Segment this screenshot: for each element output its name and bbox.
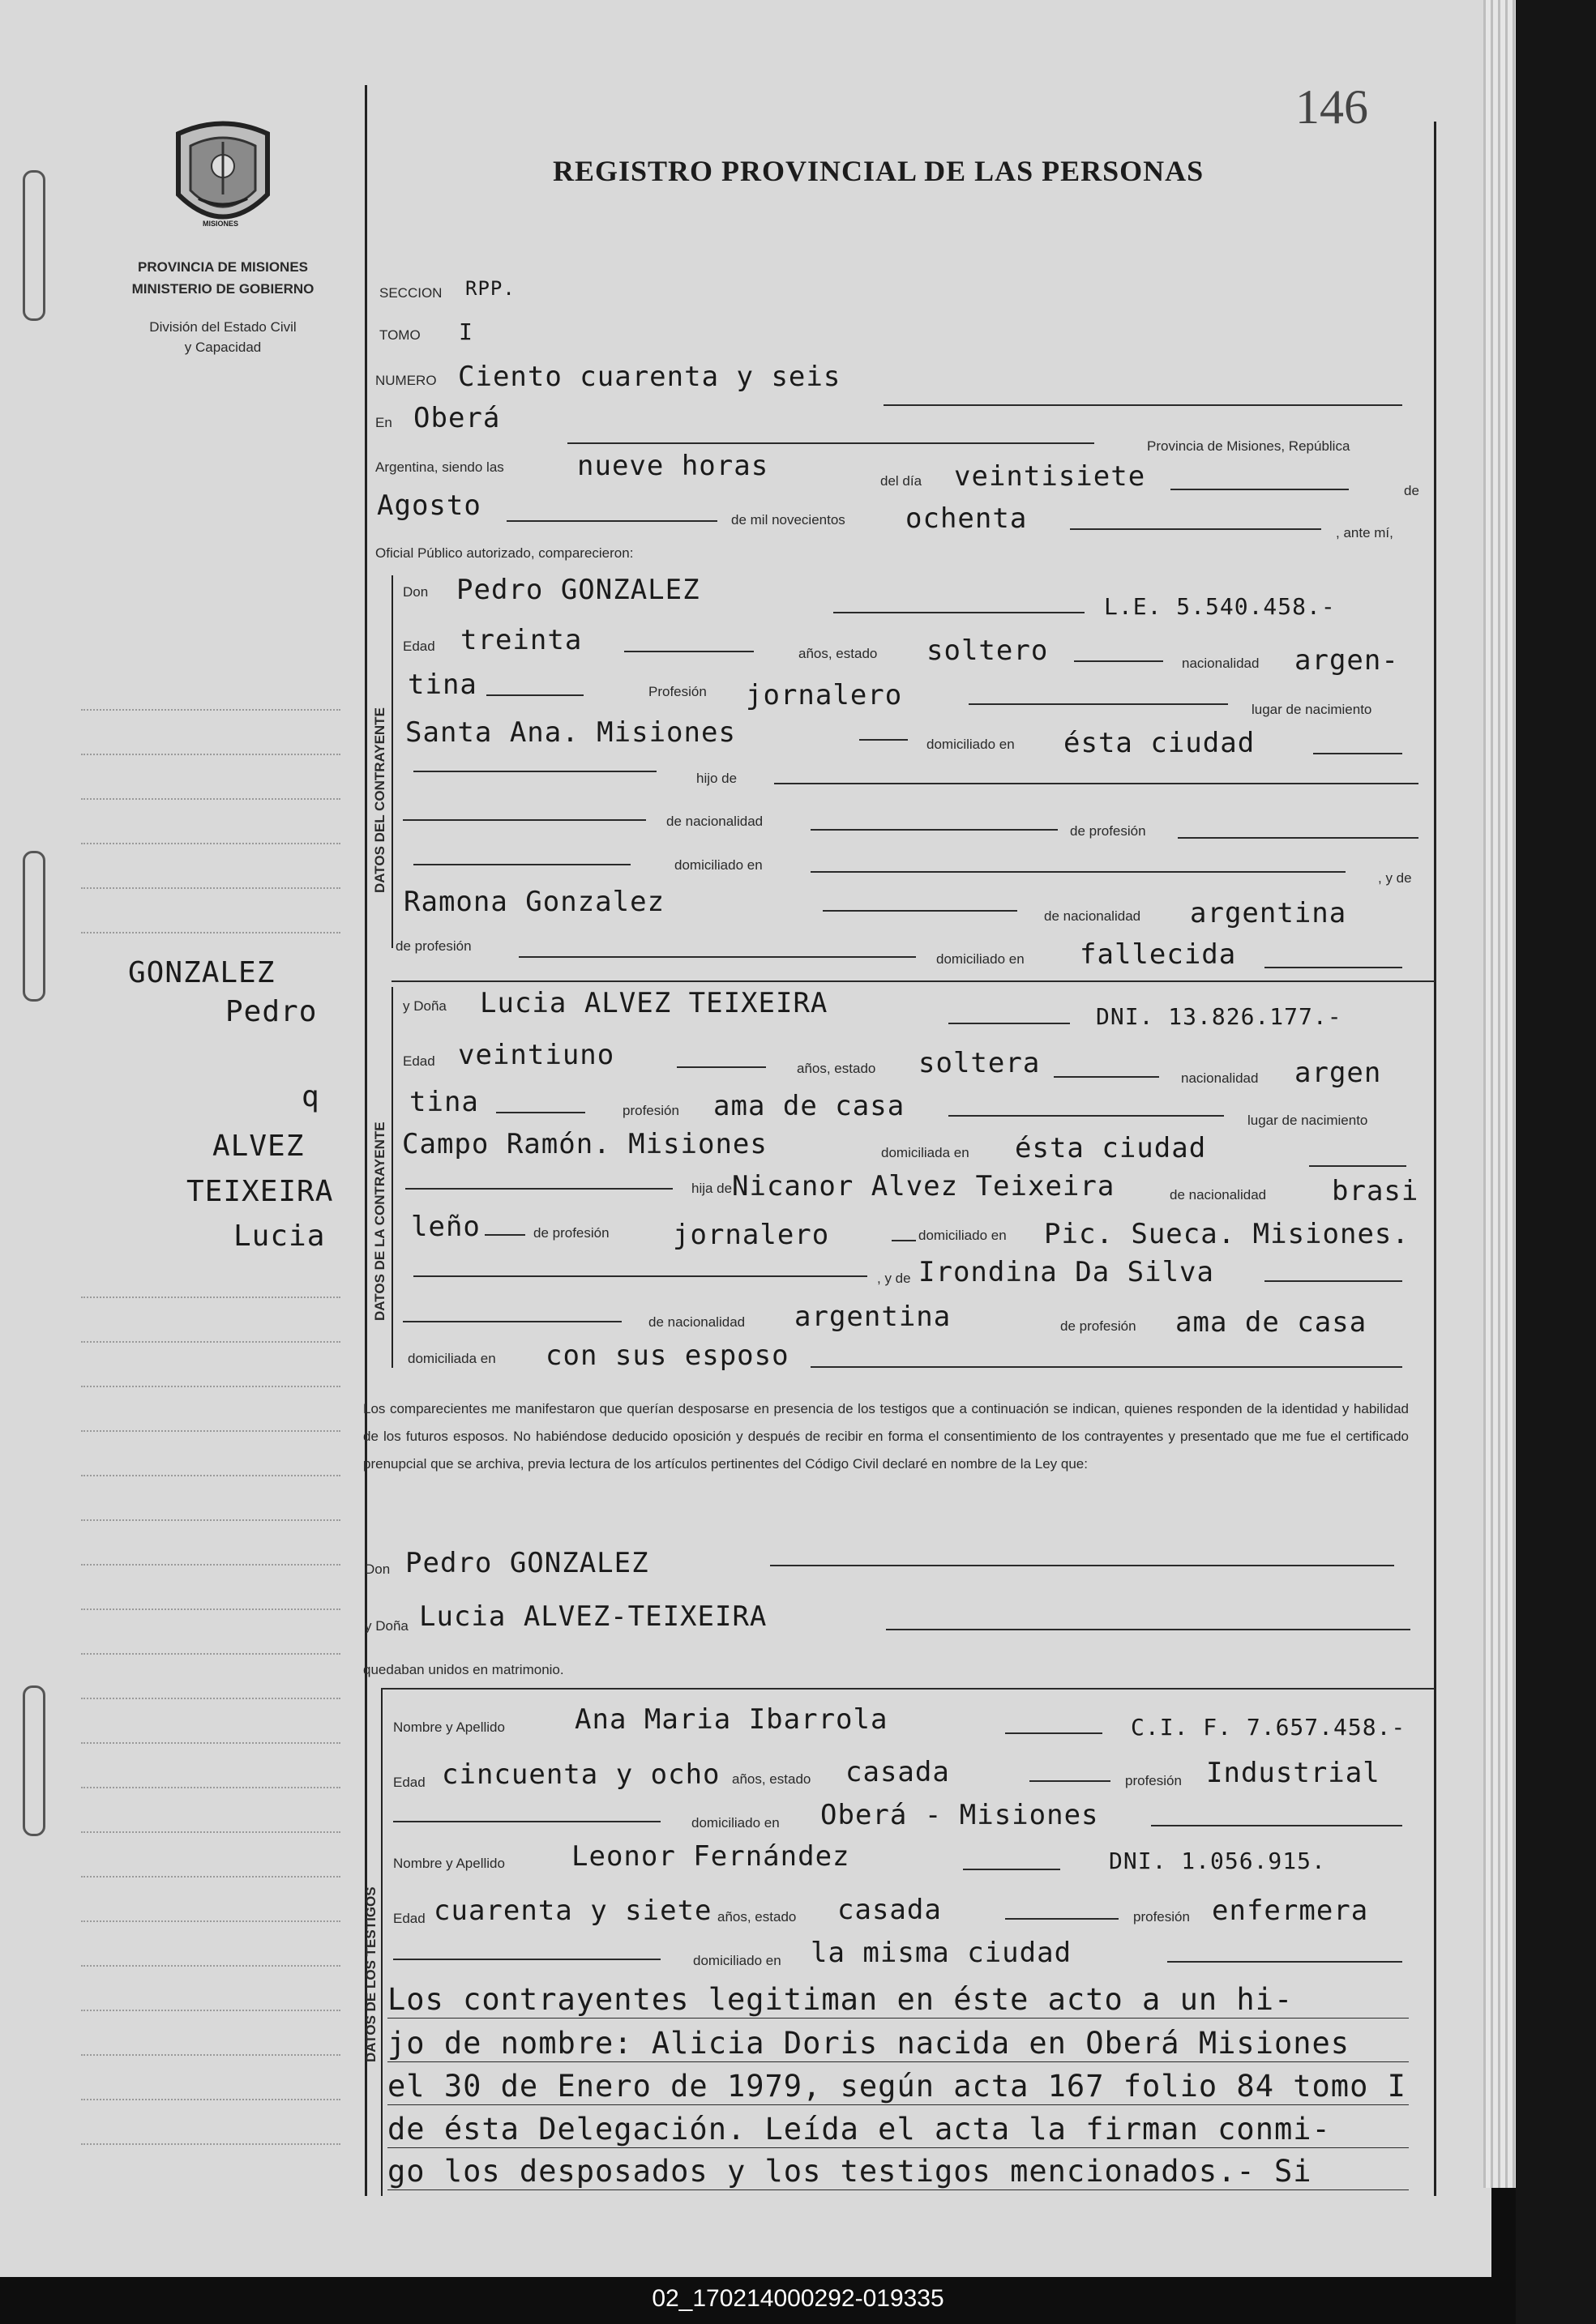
witness1-profession: Industrial	[1206, 1757, 1380, 1789]
bride-address: ésta ciudad	[1015, 1132, 1207, 1164]
image-identifier: 02_170214000292-019335	[652, 2285, 944, 2312]
margin-surname-bride-1: ALVEZ	[212, 1130, 305, 1163]
margin-surname-groom: GONZALEZ	[128, 956, 276, 989]
value-tomo: I	[459, 318, 473, 345]
label-domiciliado-5: domiciliado en	[691, 1815, 780, 1831]
label-oficial: Oficial Público autorizado, comparecieron:	[375, 545, 634, 561]
groom-status: soltero	[926, 634, 1049, 667]
groom-mother: Ramona Gonzalez	[404, 886, 665, 918]
note-line-2: jo de nombre: Alicia Doris nacida en Oberá Misiones	[387, 2026, 1350, 2061]
side-label-contrayenta: DATOS DE LA CONTRAYENTE	[372, 1121, 387, 1321]
groom-document: L.E. 5.540.458.-	[1104, 593, 1336, 620]
bride-profession: ama de casa	[713, 1090, 905, 1122]
label-de-profesion-3: de profesión	[533, 1225, 610, 1241]
note-line-5: go los desposados y los testigos mencionados.- Si	[387, 2154, 1312, 2189]
label-del-dia: del día	[880, 473, 922, 489]
label-profesion-4: profesión	[1133, 1909, 1190, 1925]
witness2-age: cuarenta y siete	[434, 1895, 712, 1927]
witness1-document: C.I. F. 7.657.458.-	[1131, 1714, 1406, 1741]
label-edad-3: Edad	[393, 1775, 426, 1790]
witness2-address: la misma ciudad	[811, 1937, 1072, 1969]
label-profesion-3: profesión	[1125, 1773, 1182, 1788]
label-de-mil: de mil novecientos	[731, 512, 845, 528]
witness2-status: casada	[837, 1894, 942, 1926]
witness2-profession: enfermera	[1212, 1895, 1369, 1927]
value-ano: ochenta	[905, 502, 1028, 535]
section-divider-line	[392, 987, 393, 1368]
label-domiciliado-3: domiciliado en	[936, 951, 1025, 967]
label-tomo: TOMO	[379, 327, 421, 343]
section-rule	[381, 1688, 1435, 1690]
label-de-profesion-2: de profesión	[396, 938, 472, 954]
margin-name-groom: Pedro	[225, 995, 318, 1028]
groom-mother-nationality: argentina	[1190, 897, 1347, 929]
label-de-nacionalidad-3: de nacionalidad	[1170, 1187, 1267, 1203]
label-domiciliado-6: domiciliado en	[693, 1953, 781, 1968]
label-hija-de: hija de	[691, 1181, 733, 1196]
label-de-nacionalidad-2: de nacionalidad	[1044, 908, 1141, 924]
label-de-nacionalidad-4: de nacionalidad	[648, 1314, 746, 1330]
witness2-name: Leonor Fernández	[571, 1840, 850, 1873]
binding-ring	[23, 851, 45, 1002]
label-lugar-nacimiento: lugar de nacimiento	[1252, 702, 1372, 717]
witness1-name: Ana Maria Ibarrola	[575, 1703, 888, 1736]
value-seccion: RPP.	[465, 277, 516, 300]
bride-age: veintiuno	[458, 1039, 615, 1071]
groom-profession: jornalero	[746, 679, 903, 711]
bride-birthplace: Campo Ramón. Misiones	[402, 1128, 768, 1160]
label-anos-estado: años, estado	[798, 646, 878, 661]
groom-age: treinta	[460, 624, 583, 656]
label-profesion: Profesión	[648, 684, 707, 699]
value-horas: nueve horas	[577, 450, 769, 482]
label-de: de	[1404, 483, 1419, 498]
witness1-age: cincuenta y ocho	[442, 1758, 721, 1791]
label-anos-estado-3: años, estado	[732, 1771, 811, 1787]
bride-nationality-1: argen	[1294, 1057, 1382, 1089]
label-de-nacionalidad: de nacionalidad	[666, 814, 764, 829]
province-name: PROVINCIA DE MISIONES	[137, 259, 308, 275]
declared-bride: Lucia ALVEZ-TEIXEIRA	[419, 1600, 768, 1633]
binding-shadow	[1516, 0, 1596, 2324]
bride-mother-address: con sus esposo	[546, 1339, 789, 1372]
margin-conjunction: q	[302, 1080, 320, 1113]
bride-status: soltera	[918, 1047, 1041, 1079]
bride-father-nationality-1: brasi	[1332, 1175, 1419, 1207]
label-edad: Edad	[403, 639, 435, 654]
value-mes: Agosto	[377, 489, 481, 522]
label-nacionalidad: nacionalidad	[1182, 656, 1260, 671]
label-lugar-nacimiento-2: lugar de nacimiento	[1247, 1113, 1368, 1128]
value-en: Oberá	[413, 402, 501, 434]
bride-mother-nationality: argentina	[794, 1301, 952, 1333]
binding-ring	[23, 170, 45, 321]
label-y-de: , y de	[1378, 870, 1412, 886]
label-anos-estado-4: años, estado	[717, 1909, 797, 1925]
bride-document: DNI. 13.826.177.-	[1096, 1003, 1342, 1030]
value-numero: Ciento cuarenta y seis	[458, 361, 841, 393]
label-domiciliada-2: domiciliada en	[408, 1351, 496, 1366]
label-de-profesion-4: de profesión	[1060, 1318, 1136, 1334]
bride-father-profession: jornalero	[673, 1219, 830, 1251]
emblem-caption: MISIONES	[203, 220, 239, 228]
groom-birthplace: Santa Ana. Misiones	[405, 716, 736, 749]
label-argentina: Argentina, siendo las	[375, 459, 504, 475]
note-line-3: el 30 de Enero de 1979, según acta 167 folio 84 tomo I	[387, 2069, 1406, 2104]
value-dia: veintisiete	[954, 460, 1146, 493]
groom-name: Pedro GONZALEZ	[456, 574, 700, 606]
division-line-1: División del Estado Civil	[149, 319, 297, 335]
label-ante-mi: , ante mí,	[1336, 525, 1393, 540]
declared-groom: Pedro GONZALEZ	[405, 1547, 649, 1579]
witness1-address: Oberá - Misiones	[820, 1799, 1099, 1831]
label-domiciliada: domiciliada en	[881, 1145, 969, 1160]
label-nombre-apellido-2: Nombre y Apellido	[393, 1856, 505, 1871]
groom-address: ésta ciudad	[1063, 727, 1256, 759]
label-domiciliado: domiciliado en	[926, 737, 1015, 752]
groom-nationality-2: tina	[408, 669, 477, 701]
label-y-de-2: , y de	[877, 1271, 911, 1286]
note-line-1: Los contrayentes legitiman en éste acto a un hi-	[387, 1982, 1294, 2017]
label-dona-2: y Doña	[365, 1618, 409, 1634]
label-edad-2: Edad	[403, 1053, 435, 1069]
label-don: Don	[403, 584, 429, 600]
witness1-status: casada	[845, 1756, 950, 1788]
label-anos-estado-2: años, estado	[797, 1061, 876, 1076]
side-label-testigos: DATOS DE LOS TESTIGOS	[363, 1886, 379, 2062]
label-domiciliado-4: domiciliado en	[918, 1228, 1007, 1243]
margin-name-bride: Lucia	[233, 1220, 326, 1253]
witness2-document: DNI. 1.056.915.	[1109, 1848, 1326, 1874]
label-en: En	[375, 415, 392, 430]
document-title: REGISTRO PROVINCIAL DE LAS PERSONAS	[553, 155, 1204, 187]
bride-father-address: Pic. Sueca. Misiones.	[1044, 1218, 1410, 1250]
section-rule	[392, 980, 1436, 982]
label-profesion-2: profesión	[623, 1103, 679, 1118]
label-seccion: SECCION	[379, 285, 443, 301]
groom-nationality-1: argen-	[1294, 644, 1399, 677]
side-label-contrayente: DATOS DEL CONTRAYENTE	[372, 707, 387, 893]
label-hijo-de: hijo de	[696, 771, 738, 786]
margin-surname-bride-2: TEIXEIRA	[186, 1175, 334, 1208]
label-provincia: Provincia de Misiones, República	[1147, 438, 1350, 454]
page-number: 146	[1295, 80, 1368, 134]
binding-ring	[23, 1685, 45, 1836]
label-numero: NUMERO	[375, 373, 437, 388]
label-don-2: Don	[365, 1561, 391, 1577]
bride-mother: Irondina Da Silva	[918, 1256, 1214, 1288]
bride-nationality-2: tina	[409, 1086, 479, 1118]
frame-left-line	[365, 85, 367, 2196]
label-de-profesion: de profesión	[1070, 823, 1146, 839]
label-nacionalidad-2: nacionalidad	[1181, 1070, 1259, 1086]
division-line-2: y Capacidad	[184, 340, 262, 355]
groom-mother-address: fallecida	[1080, 938, 1237, 971]
label-quedaban: quedaban unidos en matrimonio.	[363, 1662, 564, 1677]
label-edad-4: Edad	[393, 1911, 426, 1926]
section-divider-line	[392, 575, 393, 948]
bride-mother-profession: ama de casa	[1175, 1306, 1367, 1339]
label-domiciliado-2: domiciliado en	[674, 857, 763, 873]
bride-father: Nicanor Alvez Teixeira	[732, 1170, 1115, 1203]
note-line-4: de ésta Delegación. Leída el acta la firman conmi-	[387, 2112, 1331, 2147]
declaration-paragraph: Los comparecientes me manifestaron que querían desposarse en presencia de los testigos que a continuación se indican, quienes responden de la identidad y habilidad de los futuros esposos. No habiéndose deducido oposición y después de recibir en forma el consentimiento de los contrayentes y presentado que me fue el certificado prenupcial que se archiva, previa lectura de los artículos pertinentes del Código Civil declaré en nombre de la Ley que:	[363, 1401, 1409, 1472]
ministry-name: MINISTERIO DE GOBIERNO	[131, 281, 314, 297]
label-dona: y Doña	[403, 998, 447, 1014]
frame-right-line	[1434, 122, 1436, 2196]
bride-father-nationality-2: leño	[411, 1211, 481, 1243]
label-nombre-apellido: Nombre y Apellido	[393, 1720, 505, 1735]
bride-name: Lucia ALVEZ TEIXEIRA	[480, 987, 828, 1019]
section-divider-line	[381, 1690, 383, 2196]
